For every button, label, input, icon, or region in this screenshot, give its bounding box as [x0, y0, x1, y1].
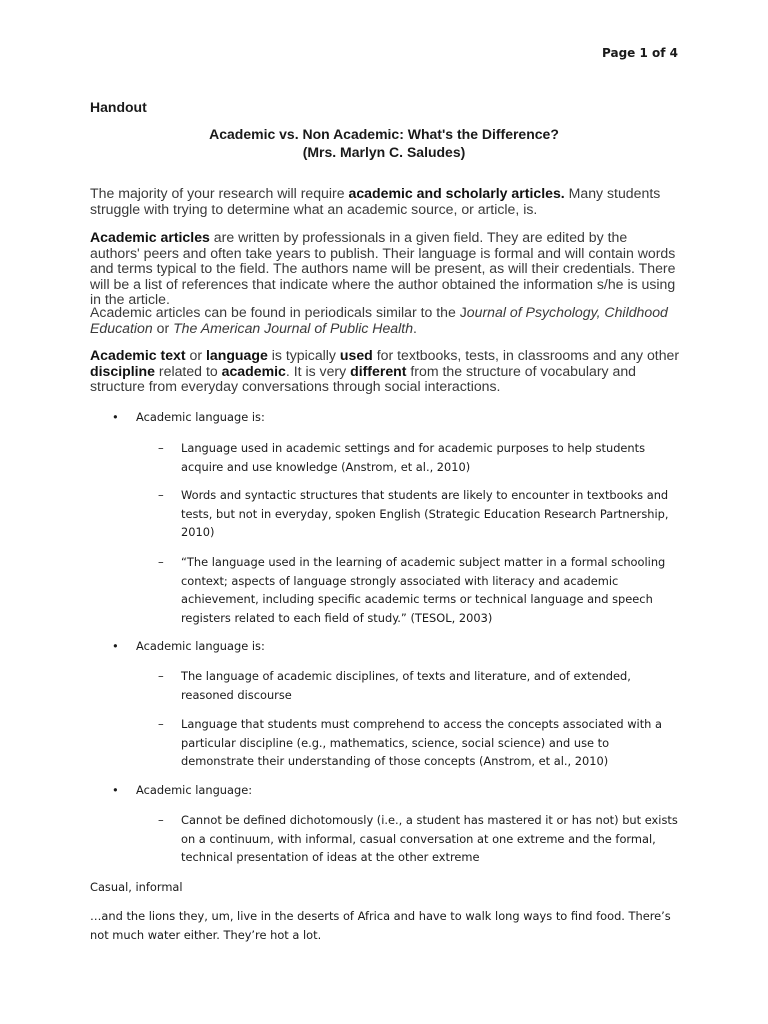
handout-label: Handout — [90, 99, 147, 115]
dash-marker: – — [158, 813, 164, 827]
dash-marker: – — [158, 555, 164, 569]
text-run: is typically — [267, 347, 340, 363]
dash-marker: – — [158, 717, 164, 731]
text-run: from the structure of vocabulary and structure from everyday conversations through social interactions. — [90, 362, 636, 395]
bold-run: Academic text — [90, 347, 186, 363]
text-run: Academic articles can be found in periodicals similar to the J — [90, 304, 467, 320]
text-run: for textbooks, tests, in classrooms and any other — [372, 347, 680, 363]
bullet-label: Academic language is: — [136, 410, 265, 424]
text-run: . — [413, 319, 417, 336]
bullet-label: Academic language is: — [136, 639, 265, 653]
page-number: Page 1 of 4 — [602, 46, 678, 60]
casual-heading: Casual, informal — [90, 880, 183, 894]
casual-example: …and the lions they, um, live in the deserts of Africa and have to walk long ways to find food. There’s not much water either. They’re hot a lot. — [90, 909, 671, 942]
sub-item-text: Language that students must comprehend to access the concepts associated with a particular discipline (e.g., mathematics, science, social science) and use to demonstrate their understanding of those concepts (Anstrom, et al., 2010) — [181, 717, 662, 769]
sub-item — [158, 811, 678, 867]
bold-run: used — [339, 347, 373, 363]
text-run: . It is very — [285, 362, 351, 379]
italic-run: ournal of Psychology, Childhood Education — [90, 304, 668, 336]
text-run: Many students struggle with trying to determine what an academic source, or article, is. — [90, 185, 661, 217]
bold-run: Academic articles — [90, 229, 210, 245]
sub-item — [158, 715, 678, 771]
sub-item-text: Words and syntactic structures that students are likely to encounter in textbooks and tests, but not in everyday, spoken English (Strategic Education Research Partnership, 2010) — [181, 488, 669, 540]
sub-item — [158, 486, 678, 542]
bold-run: academic and scholarly articles. — [348, 185, 565, 201]
italic-run: The American Journal of Public Health — [173, 319, 414, 336]
sub-item-text: Language used in academic settings and for academic purposes to help students acquire and use knowledge (Anstrom, et al., 2010) — [181, 441, 646, 474]
document-title — [90, 125, 678, 161]
intro-paragraph — [90, 186, 680, 217]
dash-marker: – — [158, 669, 164, 683]
academic-text-paragraph — [90, 348, 680, 395]
text-run: are written by professionals in a given field. They are edited by the authors' peers and often take years to publish. Their language is formal and will contain words and terms typical to the field. The authors name will be present, as will their credentials. There will be a list of references that indicate where the author obtained the information s/he is using in the article. — [90, 229, 676, 308]
bold-run: discipline — [90, 362, 156, 379]
sub-item-text: “The language used in the learning of academic subject matter in a formal schooling context; aspects of language strongly associated with literacy and academic achievement, including specific academic terms or technical language and speech registers related to each field of study.” (TESOL, 2003) — [181, 555, 666, 625]
bullet-marker: • — [112, 783, 119, 797]
text-run: or — [185, 347, 206, 363]
sub-item — [158, 553, 678, 627]
academic-articles-paragraph — [90, 230, 680, 308]
bullet-label: Academic language: — [136, 783, 253, 797]
bold-run: different — [350, 362, 407, 379]
sub-item — [158, 667, 678, 704]
title-line: Academic vs. Non Academic: What's the Difference? — [209, 126, 559, 142]
text-run: or — [152, 319, 174, 336]
author-line: (Mrs. Marlyn C. Saludes) — [302, 144, 466, 160]
text-run: related to — [155, 362, 222, 379]
text-run: The majority of your research will require — [90, 185, 349, 201]
dash-marker: – — [158, 488, 164, 502]
bold-run: language — [205, 347, 268, 363]
bullet-marker: • — [112, 410, 119, 424]
sub-item-text: The language of academic disciplines, of texts and literature, and of extended, reasoned discourse — [181, 669, 631, 702]
sub-item-text: Cannot be defined dichotomously (i.e., a student has mastered it or has not) but exists on a continuum, with informal, casual conversation at one extreme and the formal, technical presentation of ideas at the other extreme — [181, 813, 678, 865]
bold-run: academic — [221, 362, 286, 379]
periodicals-paragraph — [90, 305, 680, 336]
dash-marker: – — [158, 441, 164, 455]
sub-item — [158, 439, 678, 476]
bullet-marker: • — [112, 639, 119, 653]
